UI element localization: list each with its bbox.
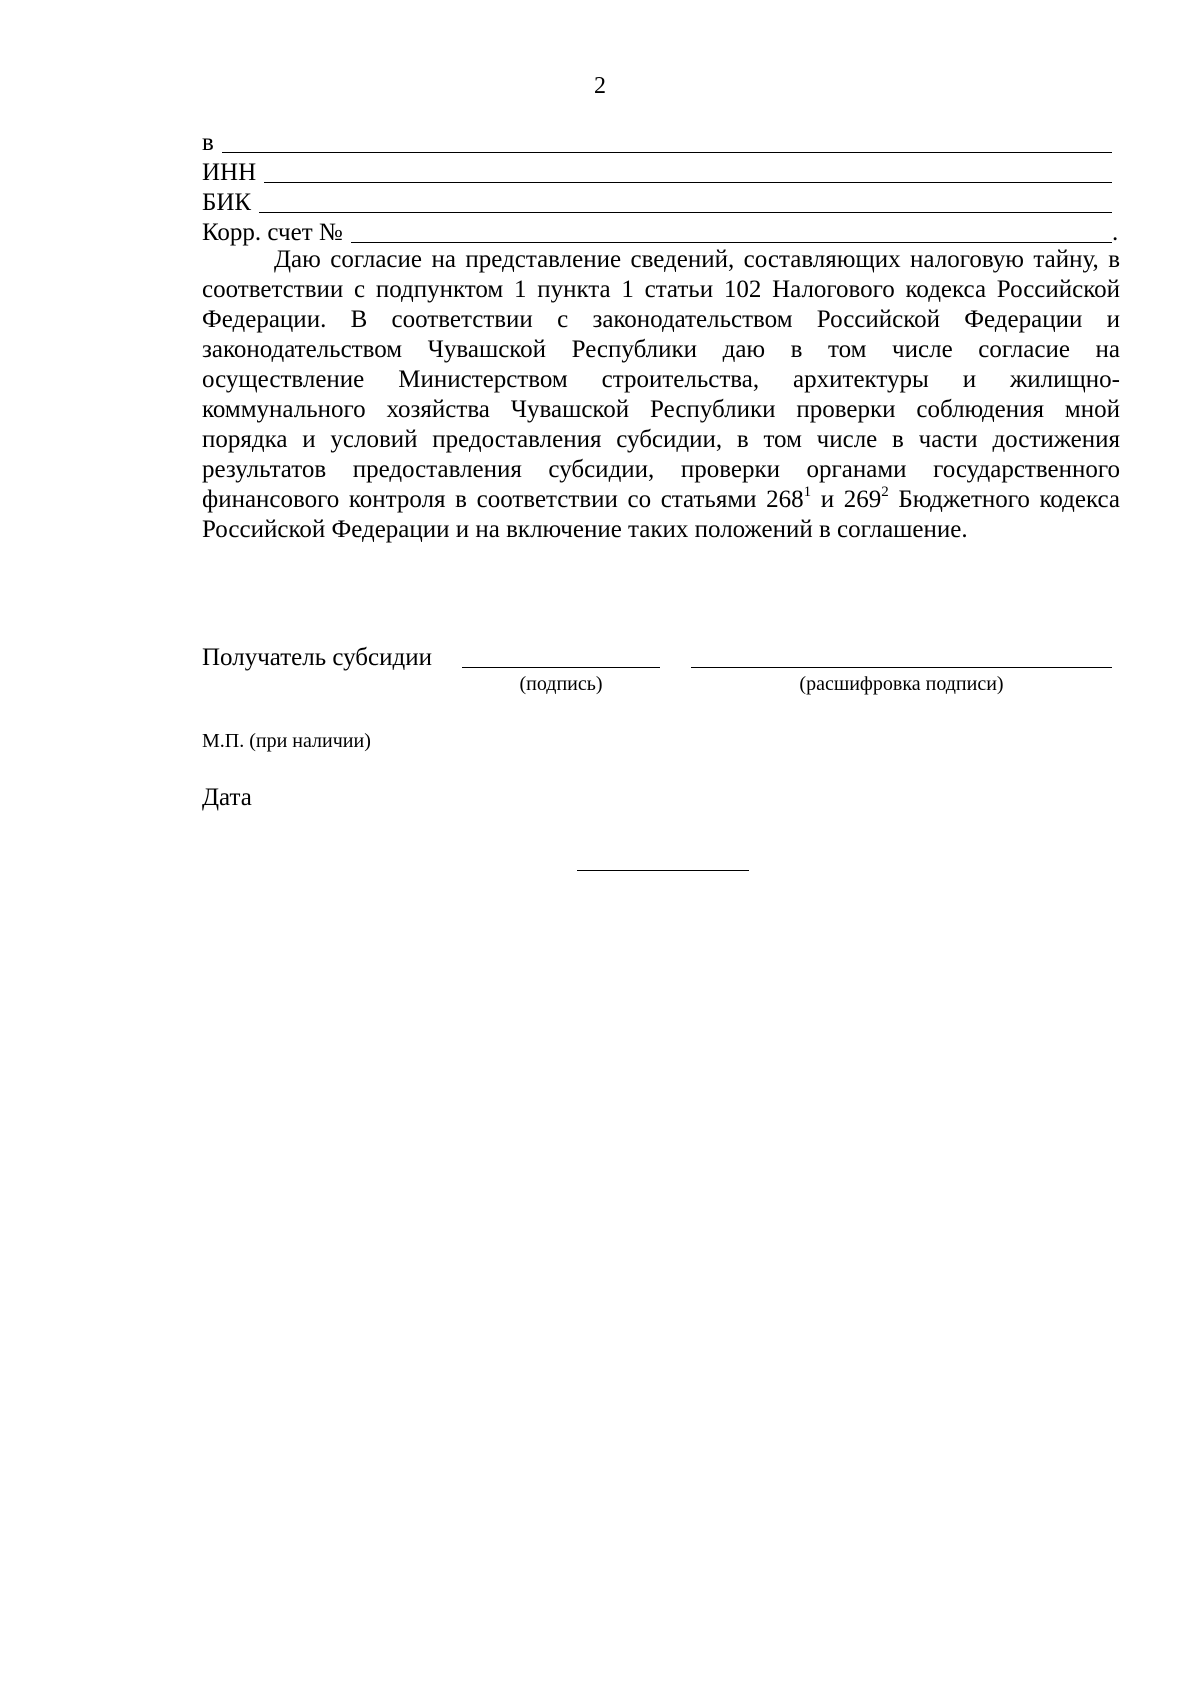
corr-account-field-blank[interactable] (351, 220, 1112, 243)
inn-field-blank[interactable] (264, 160, 1112, 183)
inn-field[interactable] (202, 158, 1120, 188)
bik-field-label: БИК (202, 189, 252, 216)
recipient-label: Получатель субсидии (202, 644, 432, 671)
end-separator-line (577, 870, 749, 871)
consent-paragraph (202, 245, 1120, 545)
article-268-superscript: 1 (803, 483, 812, 500)
corr-account-field[interactable] (202, 218, 1120, 248)
corr-account-field-label: Корр. счет № (202, 219, 343, 246)
corr-account-field-end: . (1112, 219, 1119, 246)
date-label: Дата (202, 784, 252, 811)
consent-text-part2: и 269 (811, 486, 882, 513)
bank-field[interactable] (202, 128, 1120, 158)
bank-field-blank[interactable] (222, 130, 1112, 153)
stamp-note: М.П. (при наличии) (202, 730, 371, 752)
consent-text-part1: Даю согласие на представление сведений, составляющих налоговую тайну, в соответствии с подпунктом 1 пункта 1 статьи 102 Налогового кодекса Российской Федерации. В соответствии с законодательством Российской Федерации и законодательством Чувашской Республики даю в том числе согласие на осуществление Министерством строительства, архитектуры и жилищно-коммунального хозяйства Чувашской Республики проверки соблюдения мной порядка и условий предоставления субсидии, в том числе в части достижения результатов предоставления субсидии, проверки органами государственного финансового контроля в соответствии со статьями 268 (202, 246, 1120, 513)
signature-line[interactable] (462, 667, 660, 668)
signature-transcript-line[interactable] (691, 667, 1112, 668)
bik-field-blank[interactable] (259, 190, 1112, 213)
bank-field-label: в (202, 129, 214, 156)
page-number: 2 (594, 73, 606, 99)
signature-caption: (подпись) (519, 673, 603, 695)
bik-field[interactable] (202, 188, 1120, 218)
signature-transcript-caption: (расшифровка подписи) (799, 673, 1004, 695)
inn-field-label: ИНН (202, 159, 257, 186)
article-269-superscript: 2 (881, 483, 889, 500)
consent-text-part3: Бюджетного кодекса Российской Федерации и на включение таких положений в соглашение. (202, 486, 1121, 543)
